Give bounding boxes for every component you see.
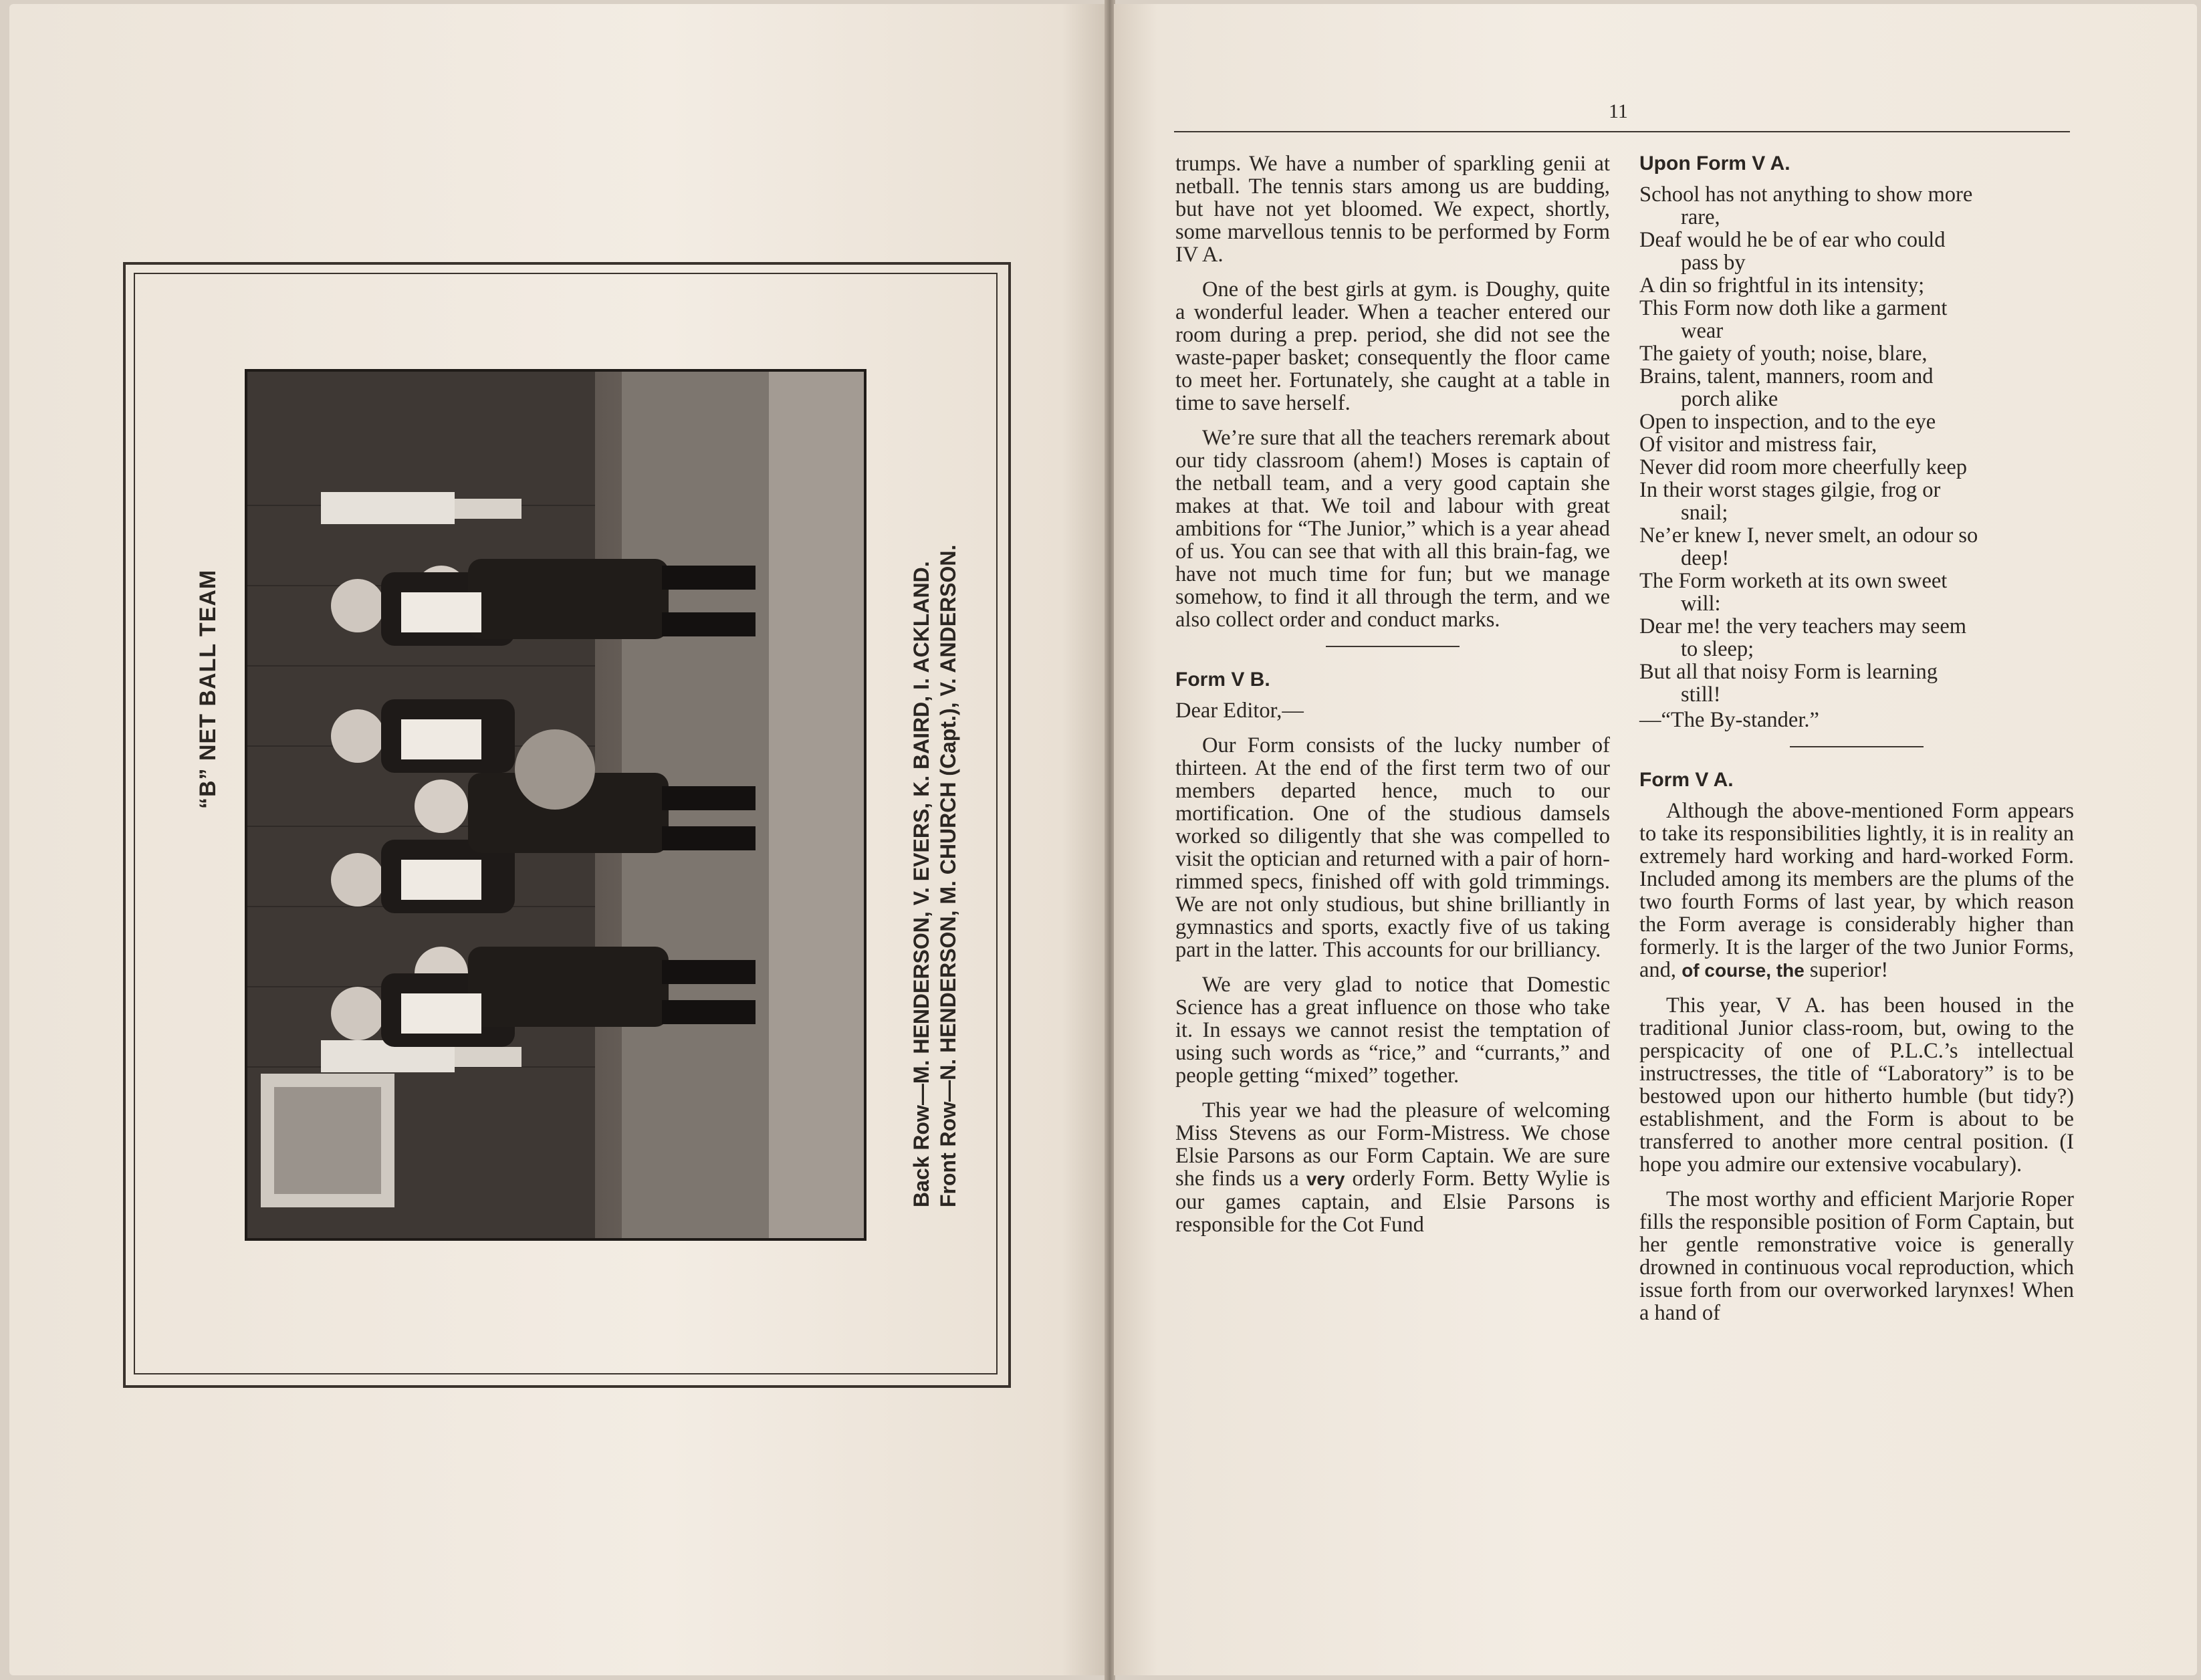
- paragraph: This year, V A. has been housed in the traditional Junior class-room, but, owing to the perspicacity of one of P.L.C.’s intellectual instructresses, the title of “Laboratory” is to be bestowed upon our hitherto humble (but tidy?) establishment, and the Form is about to be transferred to another more central position. (I hope you admire our extensive vocabulary).: [1639, 993, 2074, 1177]
- text-run: superior!: [1809, 958, 1889, 982]
- poem-line: School has not anything to show more: [1639, 183, 1973, 207]
- paragraph: trumps. We have a number of sparkling genii at netball. The tennis stars among us are budding, but have not yet bloomed. We expect, shortly, some marvellous tennis to be performed by Form IV A.: [1175, 152, 1610, 267]
- poem-line: pass by: [1681, 251, 1746, 275]
- poem-line: deep!: [1681, 546, 1730, 570]
- poem-line: porch alike: [1681, 387, 1778, 411]
- poem: [1639, 183, 2074, 706]
- photo-title: “B” NET BALL TEAM: [195, 569, 221, 809]
- poem-line: to sleep;: [1681, 637, 1754, 661]
- paragraph: [1175, 1099, 1610, 1236]
- header-rule: [1174, 131, 2070, 132]
- paragraph: One of the best girls at gym. is Doughy, quite a wonderful leader. When a teacher entered our room during a prep. period, she did not see the waste-paper basket; consequently the floor came to meet her. Fortunately, she caught at a table in time to save herself.: [1175, 277, 1610, 415]
- poem-line: Never did room more cheerfully keep: [1639, 455, 1968, 479]
- bold-text: of course, the: [1682, 960, 1805, 981]
- poem-line: Open to inspection, and to the eye: [1639, 410, 1936, 434]
- team-photograph: [245, 369, 866, 1241]
- section-heading-form-vb: Form V B.: [1175, 669, 1270, 691]
- text-run: Although the above-mentioned Form appears to take its responsibilities lightly, it is in reality an extremely hard working and hard-worked Form. Included among its members are the plums of the two fourth Forms of last year, by which reason the Form average is considerably higher than formerly. It is the larger of the two Junior Forms, and,: [1639, 799, 2074, 982]
- bold-text: very: [1306, 1169, 1345, 1189]
- team-photograph-image: [247, 372, 864, 1238]
- poem-line: Dear me! the very teachers may seem: [1639, 614, 1967, 638]
- poem-line: still!: [1681, 683, 1721, 707]
- poem-line: A din so frightful in its intensity;: [1639, 273, 1925, 297]
- paragraph: Our Form consists of the lucky number of thirteen. At the end of the first term two of our members departed hence, much to our mortification. One of the studious damsels worked so diligently that she was compelled to visit the optician and returned with a pair of horn-rimmed specs, finished off with gold trimmings. We are not only studious, but shine brilliantly in gymnastics and sports, exactly five of us taking part in the latter. This accounts for our brilliancy.: [1175, 733, 1610, 962]
- poem-line: In their worst stages gilgie, frog or: [1639, 478, 1941, 502]
- poem-line: will:: [1681, 592, 1721, 616]
- section-divider: [1326, 646, 1460, 647]
- text-run: This year we had the pleasure of welcoming Miss Stevens as our Form-Mistress. We chose Elsie Parsons as our Form Captain. We are sure she finds us a: [1175, 1098, 1610, 1191]
- text-column-left: [1175, 152, 1610, 1248]
- poem-line: The gaiety of youth; noise, blare,: [1639, 342, 1928, 366]
- paragraph: [1639, 800, 2074, 982]
- poem-line: snail;: [1681, 501, 1728, 525]
- section-heading-form-va: Form V A.: [1639, 769, 1734, 791]
- poem-line: But all that noisy Form is learning: [1639, 660, 1938, 684]
- paragraph: The most worthy and efficient Marjorie Roper fills the responsible position of Form Captain, but her gentle remonstrative voice is generally drowned in continuous vocal reproduction, which issue forth from our overworked larynxes! When a hand of: [1639, 1187, 2074, 1325]
- salutation: Dear Editor,—: [1175, 699, 1304, 723]
- poem-line: rare,: [1681, 205, 1720, 229]
- page-number: 11: [1609, 100, 1628, 122]
- text-run: orderly Form. Betty Wylie is our games captain, and Elsie Parsons is responsible for the Cot Fund: [1175, 1167, 1610, 1237]
- caption-back-row: Back Row—M. HENDERSON, V. EVERS, K. BAIRD, I. ACKLAND.: [909, 561, 933, 1207]
- text-column-right: [1639, 152, 2074, 1336]
- section-divider: [1790, 746, 1924, 747]
- caption-front-row: Front Row—N. HENDERSON, M. CHURCH (Capt.), V. ANDERSON.: [936, 544, 960, 1207]
- poem-line: Deaf would he be of ear who could: [1639, 228, 1946, 252]
- paragraph: We’re sure that all the teachers reremark about our tidy classroom (ahem!) Moses is captain of the netball team, and a very good captain she makes at that. We toil and labour with great ambitions for “The Junior,” which is a year ahead of us. You can see that with all this brain-fag, we have not much time for fun; but we manage somehow, to find it all through the term, and we also collect order and conduct marks.: [1175, 426, 1610, 632]
- poem-line: Of visitor and mistress fair,: [1639, 433, 1877, 457]
- poem-line: Brains, talent, manners, room and: [1639, 364, 1934, 388]
- poem-line: wear: [1681, 319, 1724, 343]
- poem-line: The Form worketh at its own sweet: [1639, 569, 1948, 593]
- section-heading-poem: Upon Form V A.: [1639, 152, 1790, 174]
- poem-attribution: —“The By-stander.”: [1639, 708, 1819, 732]
- paragraph: We are very glad to notice that Domestic Science has a great influence on those who take it. In essays we cannot resist the temptation of using such words as “rice,” and “currants,” and people getting “mixed” together.: [1175, 973, 1610, 1088]
- poem-line: This Form now doth like a garment: [1639, 296, 1948, 320]
- poem-line: Ne’er knew I, never smelt, an odour so: [1639, 523, 1978, 548]
